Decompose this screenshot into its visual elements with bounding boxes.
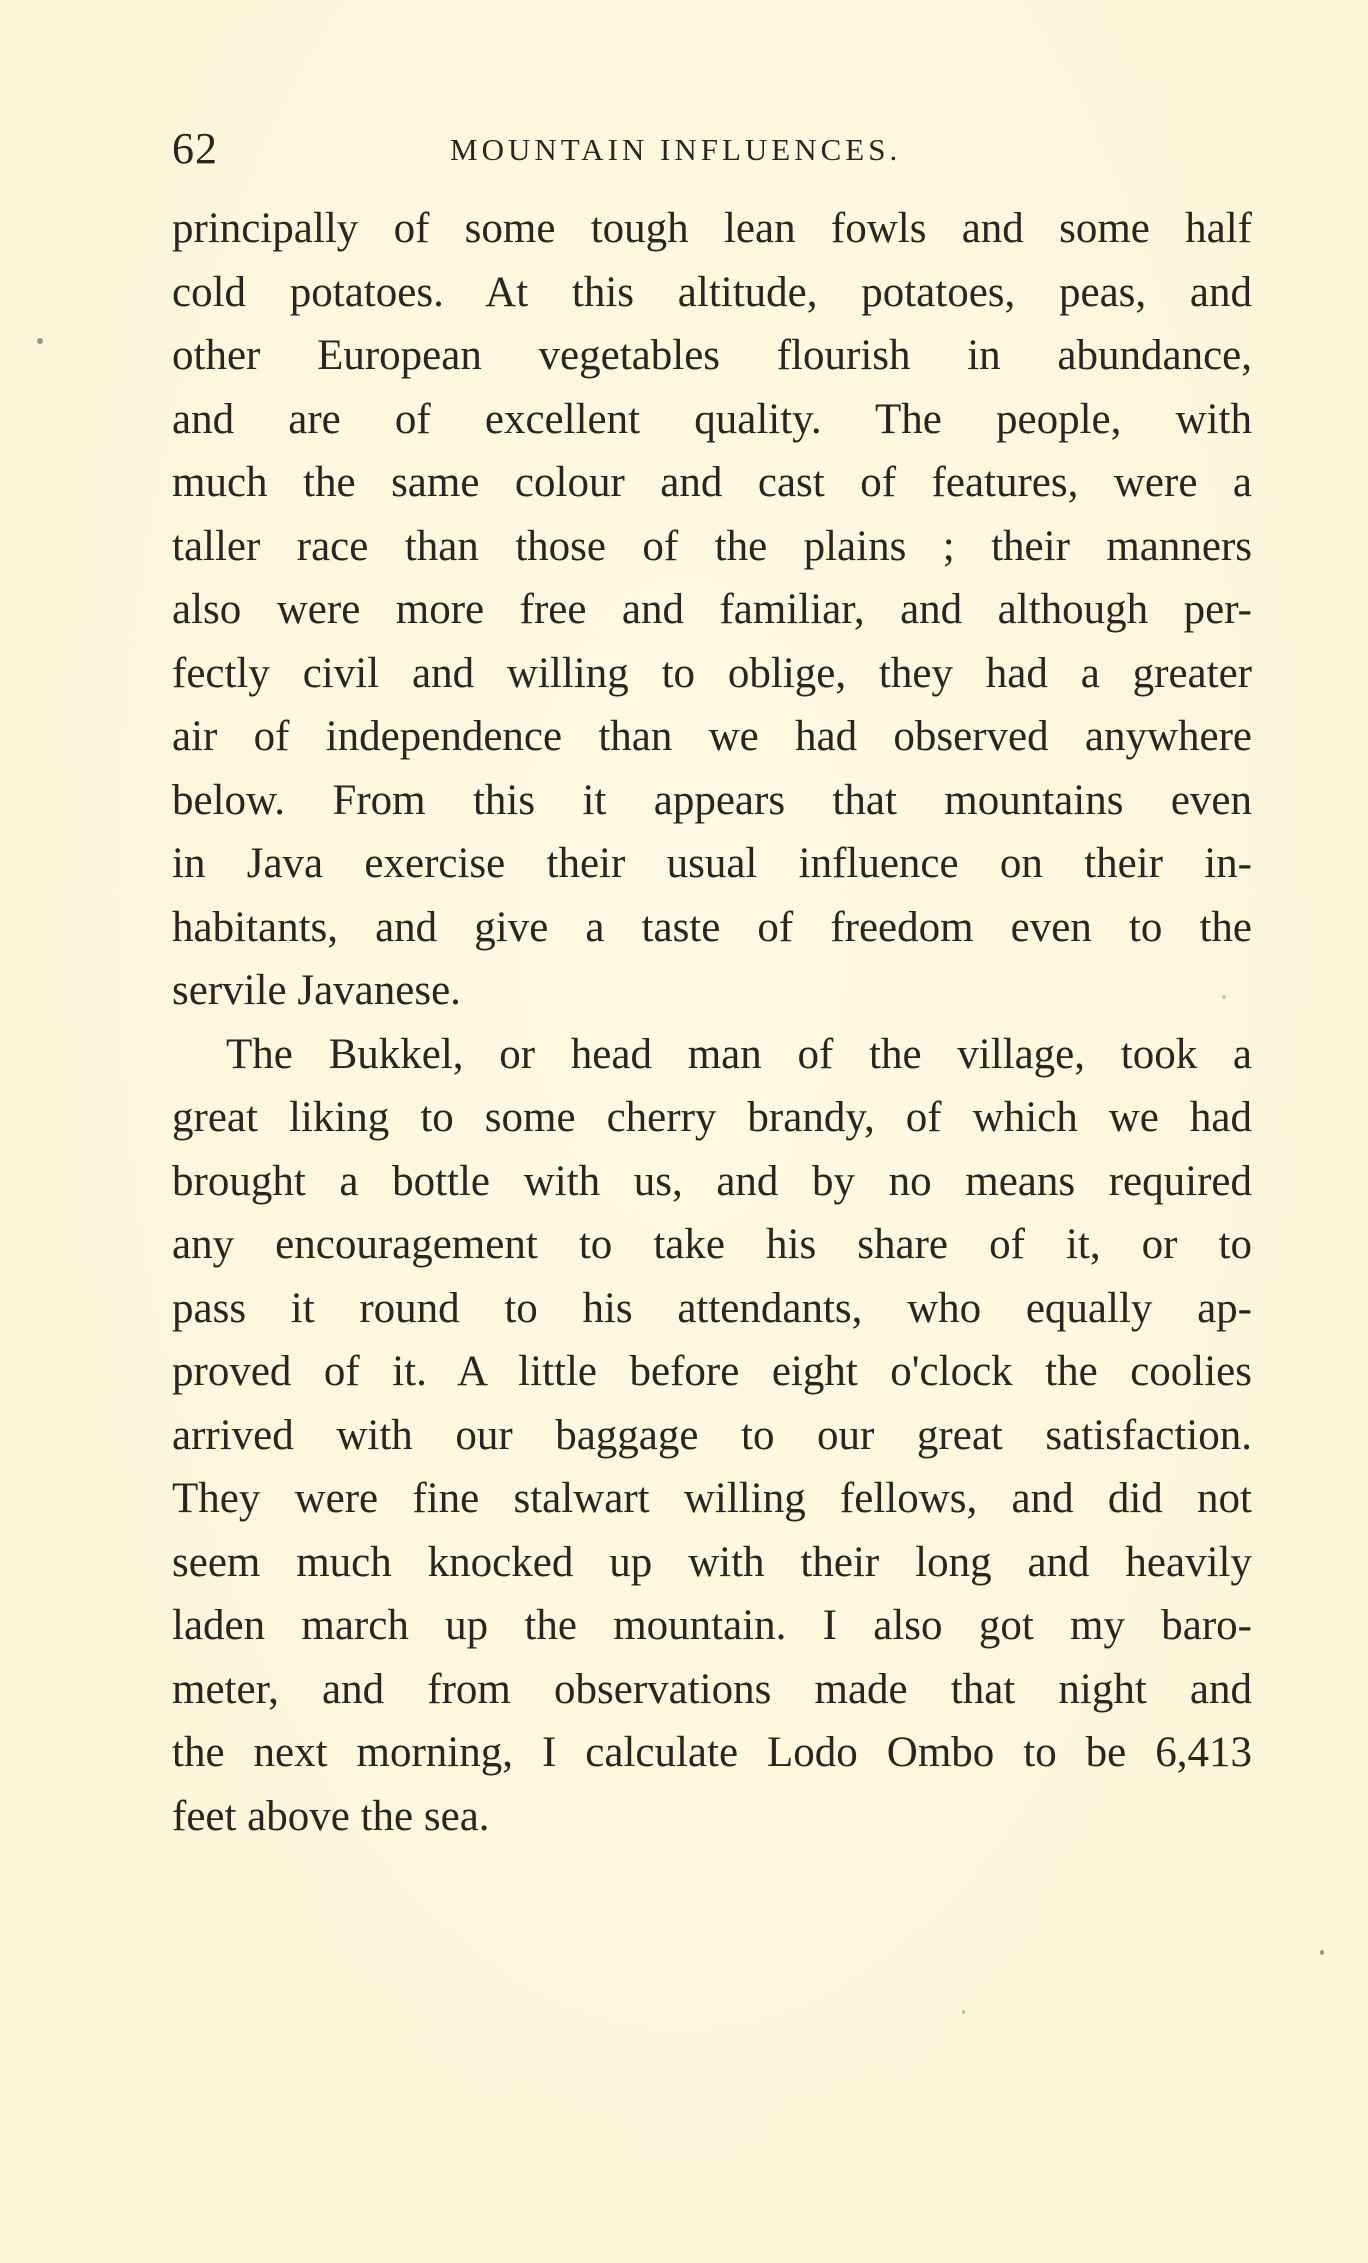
text-line: also were more free and familiar, and although per-: [172, 586, 1252, 633]
paper-speck: [1320, 1950, 1324, 1955]
text-line: feet above the sea.: [172, 1792, 490, 1840]
text-line: arrived with our baggage to our great satisfaction.: [172, 1411, 1252, 1459]
text-line: and are of excellent quality. The people, with: [172, 395, 1252, 443]
text-line: proved of it. A little before eight o'clock the coolies: [172, 1348, 1252, 1395]
text-line: cold potatoes. At this altitude, potatoes, peas, and: [172, 268, 1252, 316]
text-line: principally of some tough lean fowls and some half: [172, 205, 1252, 252]
page-number: 62: [172, 124, 218, 173]
text-line: They were fine stalwart willing fellows, and did not: [172, 1475, 1252, 1522]
body-text: [172, 197, 1252, 1848]
text-line: much the same colour and cast of features, were a: [172, 459, 1252, 506]
paragraph: [172, 197, 1252, 1023]
text-line: brought a bottle with us, and by no means required: [172, 1157, 1252, 1205]
running-title: MOUNTAIN INFLUENCES.: [450, 132, 902, 167]
text-line: any encouragement to take his share of it, or to: [172, 1221, 1252, 1268]
paper-speck: [1222, 995, 1226, 999]
text-line: in Java exercise their usual influence on their in-: [172, 840, 1252, 887]
text-line: other European vegetables flourish in abundance,: [172, 332, 1252, 379]
paragraph: [172, 1023, 1252, 1849]
text-line: laden march up the mountain. I also got my baro-: [172, 1602, 1252, 1649]
text-line: below. From this it appears that mountains even: [172, 776, 1252, 824]
text-line: air of independence than we had observed anywhere: [172, 713, 1252, 760]
text-line: seem much knocked up with their long and heavily: [172, 1538, 1252, 1586]
text-line: taller race than those of the plains ; their manners: [172, 522, 1252, 570]
paper-speck: [37, 338, 43, 344]
text-line: meter, and from observations made that night and: [172, 1665, 1252, 1713]
text-line: great liking to some cherry brandy, of which we had: [172, 1094, 1252, 1141]
running-head: [172, 124, 1252, 174]
text-line: servile Javanese.: [172, 967, 461, 1014]
text-line: the next morning, I calculate Lodo Ombo to be 6,413: [172, 1729, 1252, 1776]
paper-speck: [962, 2010, 965, 2014]
text-line: habitants, and give a taste of freedom even to the: [172, 903, 1252, 951]
text-line: The Bukkel, or head man of the village, took a: [226, 1030, 1252, 1078]
text-line: fectly civil and willing to oblige, they had a greater: [172, 649, 1252, 697]
text-line: pass it round to his attendants, who equally ap-: [172, 1284, 1252, 1332]
